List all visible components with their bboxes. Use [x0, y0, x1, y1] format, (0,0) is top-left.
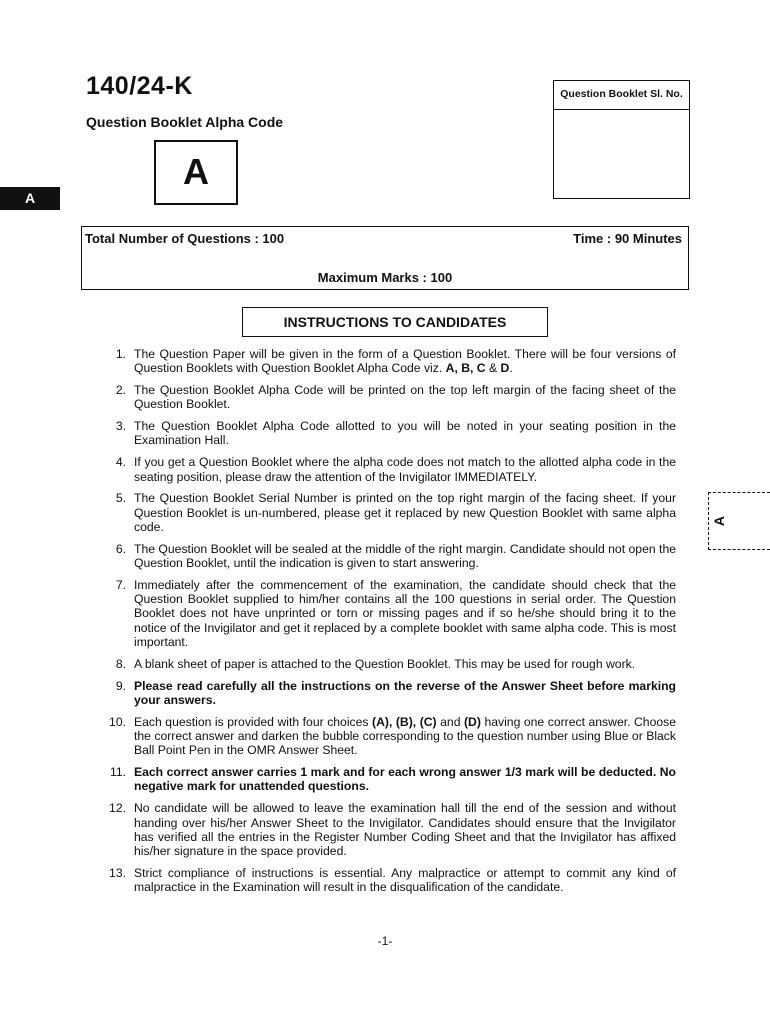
- instructions-title: INSTRUCTIONS TO CANDIDATES: [242, 307, 548, 337]
- instruction-item: 5. The Question Booklet Serial Number is printed on the top right margin of the facing sheet. If your Question Booklet is un-numbered, please get it replaced by new Question Booklet with same alpha code.: [115, 491, 676, 534]
- instruction-item: 8. A blank sheet of paper is attached to the Question Booklet. This may be used for rough work.: [115, 656, 636, 671]
- total-questions: Total Number of Questions : 100: [85, 231, 285, 246]
- maximum-marks: Maximum Marks : 100: [317, 270, 453, 285]
- instruction-item: 9. Please read carefully all the instructions on the reverse of the Answer Sheet before marking your answers.: [115, 678, 676, 707]
- instruction-item: 13. Strict compliance of instructions is essential. Any malpractice or attempt to commit any kind of malpractice in the Examination will result in the disqualification of the candidate.: [109, 865, 676, 895]
- alpha-code-label: Question Booklet Alpha Code: [86, 114, 284, 130]
- seal-alpha-code: A: [711, 515, 727, 527]
- instruction-item: 12. No candidate will be allowed to leave the examination hall till the end of the session and without handing over his/her Answer Sheet to the Invigilator. Candidates should ensure that the Invigilator has verified all the entries in the Register Number Coding Sheet and that the Invigilator has affixed his/her signature in the space provided.: [109, 801, 676, 859]
- serial-number-label: Question Booklet Sl. No.: [554, 81, 689, 110]
- instruction-item: 2. The Question Booklet Alpha Code will be printed on the top left margin of the facing sheet of the Question Booklet.: [115, 383, 676, 412]
- alpha-code-box: A: [154, 140, 238, 205]
- serial-number-box: [553, 80, 690, 199]
- page-number: -1-: [377, 934, 393, 948]
- instruction-item: 4. If you get a Question Booklet where the alpha code does not match to the allotted alpha code in the seating position, please draw the attention of the Invigilator IMMEDIATELY.: [115, 455, 676, 484]
- instruction-item: 3. The Question Booklet Alpha Code allotted to you will be noted in your seating position in the Examination Hall.: [115, 419, 676, 448]
- exam-time: Time : 90 Minutes: [573, 231, 682, 246]
- instruction-item: 10. Each question is provided with four choices (A), (B), (C) and (D) having one correct answer. Choose the correct answer and darken the bubble corresponding to the question number using Blue or Black Ball Point Pen in the OMR Answer Sheet.: [109, 714, 677, 758]
- instruction-item: 11. Each correct answer carries 1 mark and for each wrong answer 1/3 mark will be deducted. No negative mark for unattended questions.: [109, 765, 676, 794]
- instruction-item: 1. The Question Paper will be given in the form of a Question Booklet. There will be four versions of Question Booklets with Question Booklet Alpha Code viz. A, B, C & D.: [115, 347, 676, 376]
- instructions-list: [96, 347, 676, 902]
- side-alpha-tab: A: [0, 187, 60, 210]
- exam-info-box: [81, 226, 689, 290]
- booklet-code: 140/24-K: [86, 72, 193, 100]
- instruction-item: 7. Immediately after the commencement of the examination, the candidate should check that the Question Booklet supplied to him/her contains all the 100 questions in serial order. The Question Booklet does not have unprinted or torn or missing pages and if so he/she should bring it to the notice of the Invigilator and get it replaced by a complete booklet with same alpha code. This is most important.: [115, 577, 676, 650]
- instruction-item: 6. The Question Booklet will be sealed at the middle of the right margin. Candidate should not open the Question Booklet, until the indication is given to start answering.: [115, 541, 676, 571]
